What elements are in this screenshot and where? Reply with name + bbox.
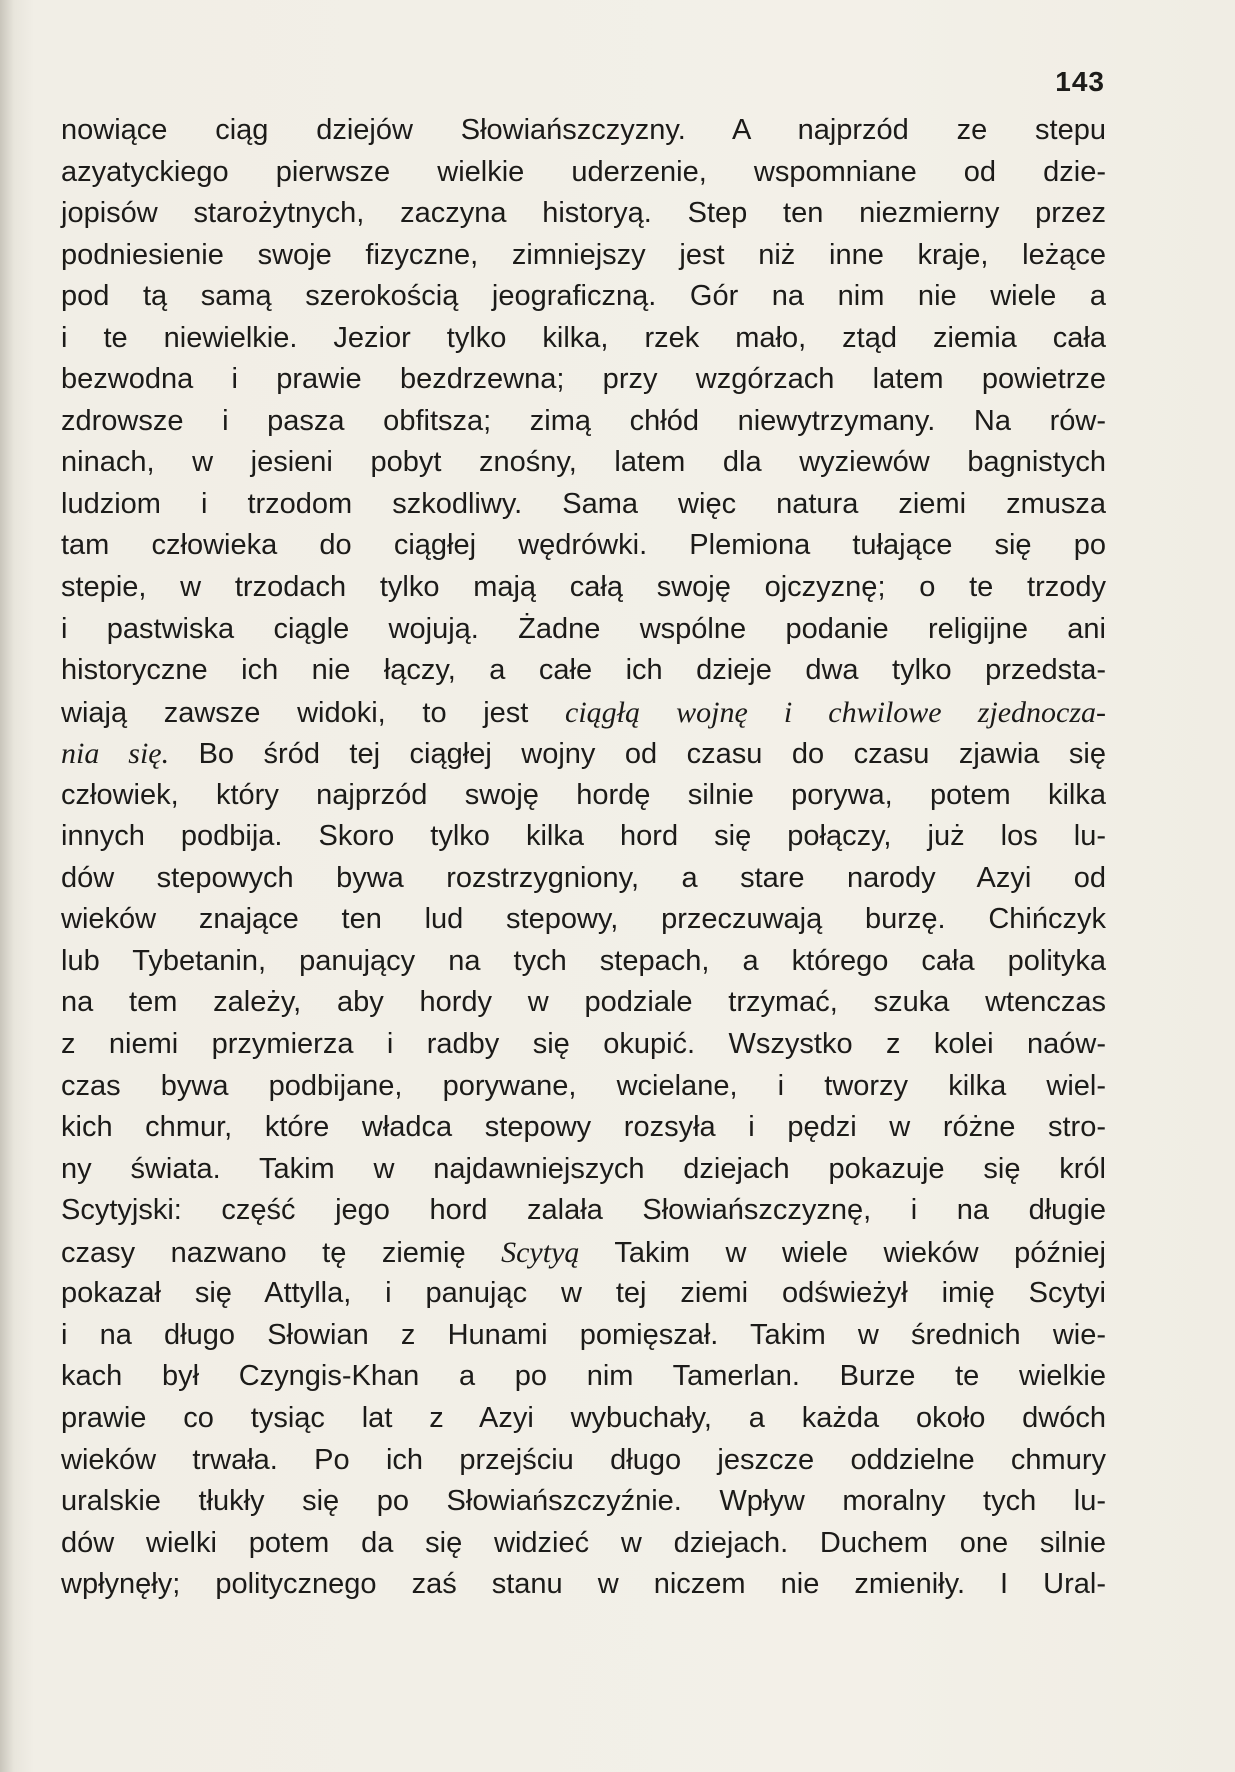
text-line (61, 1440, 1106, 1482)
text-segment: stepie, w trzodach tylko mają całą swoję ojczyznę; o te trzody (61, 571, 1106, 604)
text-segment: i te niewielkie. Jezior tylko kilka, rzek mało, ztąd ziemia cała (61, 321, 1106, 354)
text-line (61, 442, 1106, 484)
italic-phrase: nia się. (61, 737, 170, 771)
text-line (61, 1315, 1106, 1357)
text-segment: i na długo Słowian z Hunami pomięszał. Takim w średnich wie- (61, 1318, 1106, 1351)
text-segment: ludziom i trzodom szkodliwy. Sama więc natura ziemi zmusza (61, 487, 1106, 520)
text-segment: wieków znające ten lud stepowy, przeczuwają burzę. Chińczyk (61, 903, 1106, 936)
text-segment: człowiek, który najprzód swoję hordę silnie porywa, potem kilka (61, 778, 1106, 811)
text-line (61, 152, 1106, 194)
text-segment: lub Tybetanin, panujący na tych stepach, a którego cała polityka (61, 944, 1106, 977)
text-line (61, 1481, 1106, 1523)
text-line (61, 359, 1106, 401)
text-line (61, 816, 1106, 858)
text-line (61, 858, 1106, 900)
text-segment: wieków trwała. Po ich przejściu długo jeszcze oddzielne chmury (61, 1443, 1106, 1476)
text-segment: czas bywa podbijane, porywane, wcielane, i tworzy kilka wiel- (61, 1069, 1106, 1102)
text-segment: pod tą samą szerokością jeograficzną. Gór na nim nie wiele a (61, 280, 1106, 313)
page-number: 143 (1055, 66, 1105, 97)
text-line (61, 1107, 1106, 1149)
text-line (61, 276, 1106, 318)
text-line (61, 650, 1106, 692)
text-segment: uralskie tłukły się po Słowiańszczyźnie. Wpływ moralny tych lu- (61, 1485, 1106, 1518)
text-segment: dów wielki potem da się widzieć w dziejach. Duchem one silnie (61, 1526, 1106, 1559)
text-line (61, 567, 1106, 609)
text-line (61, 692, 1106, 734)
text-line (61, 525, 1106, 567)
text-line (61, 484, 1106, 526)
text-segment: ninach, w jesieni pobyt znośny, latem dla wyziewów bagnistych (61, 446, 1106, 479)
text-segment: pokazał się Attylla, i panując w tej ziemi odświeżył imię Scytyi (61, 1277, 1106, 1310)
text-line (61, 110, 1106, 152)
italic-phrase: Scytyą (501, 1235, 580, 1269)
text-line (61, 941, 1106, 983)
text-segment: Scytyjski: część jego hord zalała Słowiańszczyznę, i na długie (61, 1194, 1106, 1227)
text-segment: podniesienie swoje fizyczne, zimniejszy jest niż inne kraje, leżące (61, 238, 1106, 271)
text-line (61, 1190, 1106, 1232)
text-segment: dów stepowych bywa rozstrzygniony, a stare narody Azyi od (61, 861, 1106, 894)
text-segment: nowiące ciąg dziejów Słowiańszczyzny. A najprzód ze stepu (61, 114, 1106, 146)
text-segment: kach był Czyngis-Khan a po nim Tamerlan. Burze te wielkie (61, 1360, 1106, 1393)
text-segment: na tem zależy, aby hordy w podziale trzymać, szuka wtenczas (61, 986, 1106, 1019)
text-segment: prawie co tysiąc lat z Azyi wybuchały, a każda około dwóch (61, 1401, 1106, 1434)
text-line (61, 775, 1106, 817)
text-segment: wpłynęły; politycznego zaś stanu w niczem nie zmieniły. I Ural- (61, 1568, 1106, 1601)
text-line (61, 1149, 1106, 1191)
text-segment: czasy nazwano tę ziemię (61, 1236, 502, 1269)
text-segment: jopisów starożytnych, zaczyna historyą. Step ten niezmierny przez (61, 197, 1106, 230)
text-line (61, 1066, 1106, 1108)
text-segment: historyczne ich nie łączy, a całe ich dzieje dwa tylko przedsta- (61, 654, 1106, 687)
text-segment: ny świata. Takim w najdawniejszych dziejach pokazuje się król (61, 1152, 1106, 1185)
text-line (61, 318, 1106, 360)
text-segment: azyatyckiego pierwsze wielkie uderzenie, wspomniane od dzie- (61, 155, 1106, 188)
text-segment: wiają zawsze widoki, to jest (61, 696, 566, 729)
text-line (61, 899, 1106, 941)
text-segment: Takim w wiele wieków później (579, 1236, 1106, 1269)
text-line (61, 1024, 1106, 1066)
body-text (61, 110, 1106, 1606)
text-line (61, 235, 1106, 277)
text-line (61, 1273, 1106, 1315)
text-segment: i pastwiska ciągle wojują. Żadne wspólne podanie religijne ani (61, 612, 1106, 645)
text-line (61, 1232, 1106, 1274)
text-line (61, 609, 1106, 651)
text-line (61, 193, 1106, 235)
text-segment: kich chmur, które władca stepowy rozsyła i pędzi w różne stro- (61, 1111, 1106, 1144)
text-line (61, 1356, 1106, 1398)
text-segment: tam człowieka do ciągłej wędrówki. Plemiona tułające się po (61, 529, 1106, 562)
text-segment: zdrowsze i pasza obfitsza; zimą chłód niewytrzymany. Na rów- (61, 404, 1106, 437)
text-line (61, 1564, 1106, 1606)
text-line (61, 401, 1106, 443)
text-line (61, 1398, 1106, 1440)
text-segment: Bo śród tej ciągłej wojny od czasu do czasu zjawia się (169, 738, 1106, 771)
text-line (61, 982, 1106, 1024)
italic-phrase: ciągłą wojnę i chwilowe zjednocza- (565, 695, 1107, 729)
text-segment: z niemi przymierza i radby się okupić. Wszystko z kolei naów- (61, 1028, 1106, 1061)
text-segment: innych podbija. Skoro tylko kilka hord się połączy, już los lu- (61, 820, 1106, 853)
text-line (61, 1523, 1106, 1565)
text-line (61, 733, 1106, 775)
text-segment: bezwodna i prawie bezdrzewna; przy wzgórzach latem powietrze (61, 363, 1106, 396)
